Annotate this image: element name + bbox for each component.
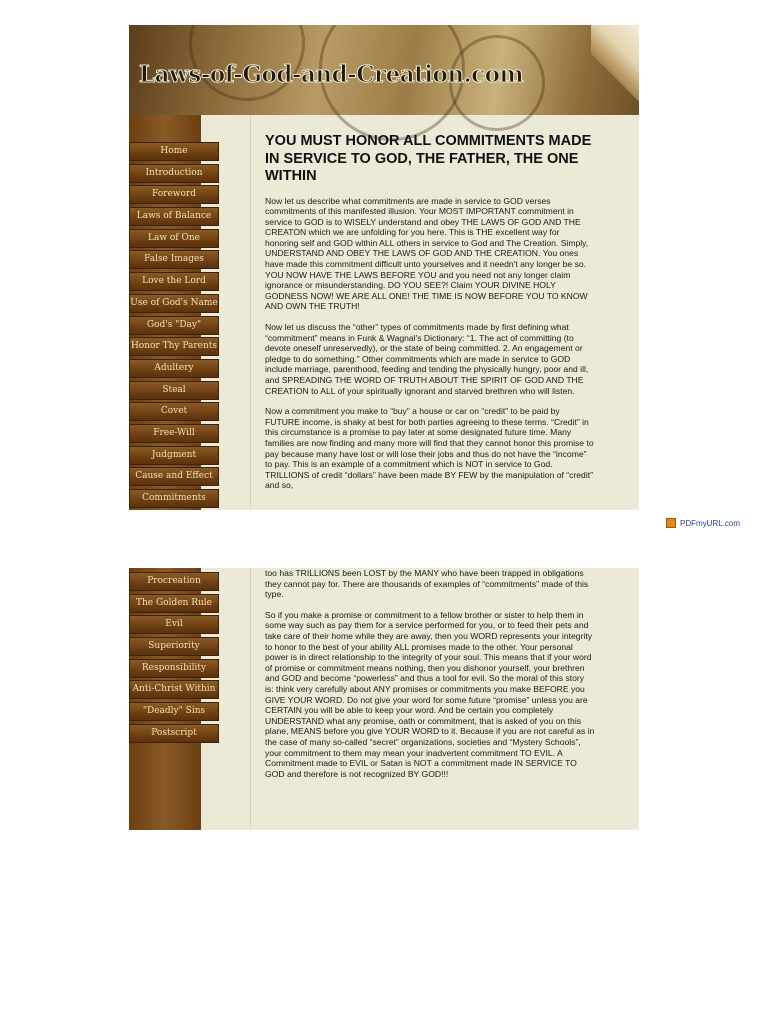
nav-introduction[interactable]: Introduction — [129, 164, 219, 183]
page-one — [129, 25, 639, 510]
pdf-icon — [666, 518, 676, 528]
article-paragraph: Now a commitment you make to “buy” a house or car on “credit” to be paid by FUTURE income, is shaky at best for both parties agreeing to these terms. “Credit” in this circumstance is a promise to pay later at some designated future time. Many families are now finding and many more will find that they cannot honor this promise to pay because many have lost or will lose their jobs and thus do not have the “income” to pay. This is an example of a commitment which is NOT in service to God. TRILLIONS of credit “dollars” have been made BY FEW by the manipulation of “credit” and so, — [265, 406, 594, 491]
nav-steal[interactable]: Steal — [129, 381, 219, 400]
pdfmyurl-label: PDFmyURL.com — [680, 518, 741, 528]
article-paragraph: So if you make a promise or commitment to a fellow brother or sister to help them in some way such as pay them for a service performed for you, or to feed their pets and take care of their home while they are away, then you WORD represents your integrity to honor to the best of your ability ALL promises made to the other. Your personal power is in direct relationship to the integrity of your soul. This means that if your word of promise or commitment means nothing, then you dishonor yourself, your brethren and GOD and become “powerless” and thus a tool for evil. So the moral of this story is: think very carefully about ANY promises or commitments you make BEFORE you GIVE YOUR WORD. Do not give your word for some future “promise” unless you are CERTAIN you will be able to keep your word. And be certain you completely UNDERSTAND what any promise, oath or commitment, that is asked of you on this plane, MEANS before you give YOUR WORD to it. Because if you are not careful as in the case of many so-called “secret” organizations, societies and “Mystery Schools”, your commitment to them may mean your inadvertent commitment TO EVIL. A Commitment made to EVIL or Satan is NOT a commitment made IN SERVICE TO GOD and therefore is not recognized BY GOD!!! — [265, 609, 595, 779]
nav-the-golden-rule[interactable]: The Golden Rule — [129, 594, 219, 613]
nav-foreword[interactable]: Foreword — [129, 185, 219, 204]
nav-use-of-gods-name[interactable]: Use of God's Name — [129, 294, 219, 313]
article-paragraph: too has TRILLIONS been LOST by the MANY who have been trapped in obligations they cannot pay for. There are thousands of examples of “commitments” made of this type. — [265, 568, 589, 600]
article-content — [265, 133, 595, 501]
nav-anti-christ-within[interactable]: Anti-Christ Within — [129, 680, 219, 699]
article-paragraph: Now let us describe what commitments are made in service to GOD verses commitments of this manifested illusion. Your MOST IMPORTANT commitment in service to GOD is to WISELY understand and obey THE LAWS OF GOD AND THE CREATON which we are unfolding for you here. This is THE excellent way for honoring self and GOD within ALL others in service to God and The Creation. Simply, UNDERSTAND AND OBEY THE LAWS OF GOD AND THE CREATION. You ones have made this commitment difficult unto yourselves and it needn't any longer be so. YOU NOW HAVE THE LAWS BEFORE YOU and you need not any longer claim ignorance or misunderstanding. DO YOU SEE?! Claim YOUR DIVINE HOLY GODNESS NOW! WE ARE ALL ONE! THE TIME IS NOW BEFORE YOU TO KNOW AND OWN THE TRUTH! — [265, 195, 589, 312]
nav-laws-of-balance[interactable]: Laws of Balance — [129, 207, 219, 226]
nav-free-will[interactable]: Free-Will — [129, 424, 219, 443]
nav-gods-day[interactable]: God's "Day" — [129, 316, 219, 335]
nav-law-of-one[interactable]: Law of One — [129, 229, 219, 248]
nav-home[interactable]: Home — [129, 142, 219, 161]
pdfmyurl-link[interactable] — [666, 518, 740, 528]
nav-love-the-lord[interactable]: Love the Lord — [129, 272, 219, 291]
column-divider — [250, 568, 251, 830]
nav-commitments[interactable]: Commitments — [129, 489, 219, 508]
page-curl-decoration — [591, 25, 639, 115]
nav-deadly-sins[interactable]: "Deadly" Sins — [129, 702, 219, 721]
nav-cause-and-effect[interactable]: Cause and Effect — [129, 467, 219, 486]
column-divider — [250, 115, 251, 510]
nav-honor-thy-parents[interactable]: Honor Thy Parents — [129, 337, 219, 356]
nav-covet[interactable]: Covet — [129, 402, 219, 421]
site-banner — [129, 25, 639, 115]
article-content-continued — [265, 568, 595, 789]
nav-procreation[interactable]: Procreation — [129, 572, 219, 591]
nav-evil[interactable]: Evil — [129, 615, 219, 634]
page-two — [129, 568, 639, 830]
article-paragraph: Now let us discuss the “other” types of commitments made by first defining what “commitment” means in Funk & Wagnal's Dictionary: “1. The act of committing (to devote oneself unreservedly), or the state of being committed. 2. An engagement or pledge to do something.” Other commitments which are made in service to GOD include marriage, parenthood, feeding and tending the physically hungry, poor and ill, and SPREADING THE WORD OF TRUTH ABOUT THE SPIRIT OF GOD AND THE CREATION to ALL of your spiritually ignorant and starved brethren who will listen. — [265, 322, 589, 396]
nav-responsibility[interactable]: Responsibility — [129, 659, 219, 678]
nav-false-images[interactable]: False Images — [129, 250, 219, 269]
nav-judgment[interactable]: Judgment — [129, 446, 219, 465]
nav-adultery[interactable]: Adultery — [129, 359, 219, 378]
main-nav — [129, 142, 221, 510]
nav-postscript[interactable]: Postscript — [129, 724, 219, 743]
nav-superiority[interactable]: Superiority — [129, 637, 219, 656]
main-nav-continued — [129, 572, 221, 746]
site-logo-title[interactable]: Laws-of-God-and-Creation.com — [139, 61, 524, 88]
article-heading: YOU MUST HONOR ALL COMMITMENTS MADE IN SERVICE TO GOD, THE FATHER, THE ONE WITHIN — [265, 133, 592, 184]
